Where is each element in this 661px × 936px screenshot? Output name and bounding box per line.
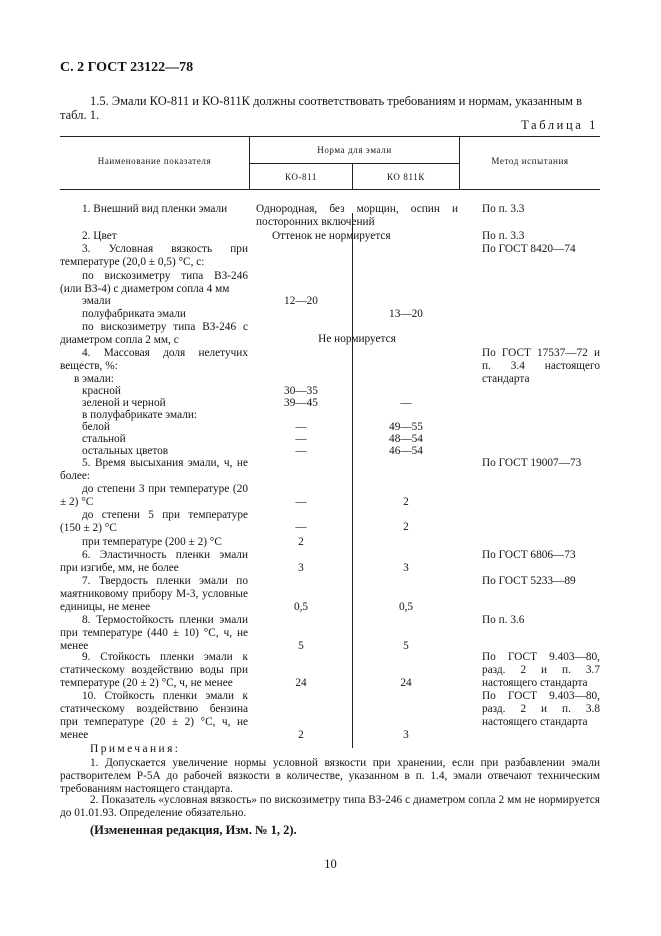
row-3-indicator: 3. Условная вязкость при температуре (20,0 ± 0,5) °С, с: (60, 243, 248, 268)
row-4a-indicator: в эмали: (74, 373, 114, 385)
header-indicator: Наименование показателя (97, 156, 212, 166)
row-6-indicator: 6. Эластичность пленки эмали при изгибе, мм, не более (60, 549, 248, 574)
row-6-method: По ГОСТ 6806—73 (482, 549, 576, 561)
header-method: Метод испытания (491, 156, 569, 166)
row-5b-ko811: — (295, 521, 307, 533)
row-4e-ko811k: 49—55 (389, 421, 423, 433)
header-ko811: КО-811 (284, 172, 318, 182)
row-4-indicator: 4. Массовая доля нелетучих веществ, %: (60, 347, 248, 372)
table-label: Таблица 1 (521, 118, 598, 132)
row-10-indicator: 10. Стойкость пленки эмали к статическому воздействию бензина при температуре (20 ± 2) °С, ч, не менее (60, 690, 248, 741)
row-3c-ko811k: 13—20 (389, 308, 423, 320)
row-1-norm: Однородная, без морщин, оспин и посторонних включений (256, 203, 458, 228)
row-5c-indicator: при температуре (200 ± 2) °С (82, 536, 222, 548)
note-2: 2. Показатель «условная вязкость» по вискозиметру типа ВЗ-246 с диаметром сопла 2 мм не нормируется до 01.01.93. Определение обязательно. (60, 794, 600, 819)
row-7-ko811: 0,5 (293, 601, 309, 613)
row-1-indicator: 1. Внешний вид пленки эмали (82, 203, 228, 215)
column-divider-2-body (352, 213, 353, 748)
table-header-bottom-border (60, 189, 600, 190)
row-5b-ko811k: 2 (403, 521, 409, 533)
row-4b-indicator: красной (82, 385, 121, 397)
row-7-indicator: 7. Твердость пленки эмали по маятниковому прибору М-3, условные единицы, не менее (60, 575, 248, 613)
row-5-method: По ГОСТ 19007—73 (482, 457, 582, 469)
row-4g-ko811k: 46—54 (389, 445, 423, 457)
amendment-note: (Измененная редакция, Изм. № 1, 2). (90, 823, 297, 837)
row-4c-ko811: 39—45 (284, 397, 318, 409)
note-1: 1. Допускается увеличение нормы условной вязкости при хранении, если при разбавлении эмали растворителем Р-5А до рабочей вязкости в количестве, указанном в п. 1.4, эмали отвечают техническим требованиям настоящего стандарта. (60, 757, 600, 795)
page-number: 10 (324, 857, 337, 871)
row-7-ko811k: 0,5 (398, 601, 414, 613)
row-9-indicator: 9. Стойкость пленки эмали к статическому воздействию воды при температуре (20 ± 2) °С, ч, не менее (60, 651, 248, 689)
row-4f-ko811: — (295, 433, 307, 445)
header-ko811k: КО 811К (387, 172, 425, 182)
row-4b-ko811: 30—35 (284, 385, 318, 397)
row-9-method: По ГОСТ 9.403—80, разд. 2 и п. 3.7 настоящего стандарта (482, 651, 600, 689)
row-5c-ko811: 2 (298, 536, 304, 548)
page-header: С. 2 ГОСТ 23122—78 (60, 60, 194, 75)
row-5a-ko811k: 2 (403, 496, 409, 508)
row-3d-norm: Не нормируется (318, 333, 396, 345)
row-3c-indicator: полуфабриката эмали (82, 308, 186, 320)
header-norm: Норма для эмали (317, 145, 392, 155)
row-2-norm: Оттенок не нормируется (272, 230, 391, 242)
row-1-method: По п. 3.3 (482, 203, 525, 215)
row-6-ko811k: 3 (403, 562, 409, 574)
row-4e-indicator: белой (82, 421, 110, 433)
row-7-method: По ГОСТ 5233—89 (482, 575, 576, 587)
row-8-ko811: 5 (298, 640, 304, 652)
row-3b-indicator: эмали (82, 295, 111, 307)
row-5b-indicator: до степени 5 при температуре (150 ± 2) °С (60, 509, 248, 534)
intro-line-1: 1.5. Эмали КО-811 и КО-811К должны соответствовать требованиям и нормам, указанным в (90, 94, 582, 108)
intro-line-2: табл. 1. (60, 108, 100, 122)
row-4g-ko811: — (295, 445, 307, 457)
row-10-ko811: 2 (298, 729, 304, 741)
row-3-method: По ГОСТ 8420—74 (482, 243, 576, 255)
row-3b-ko811: 12—20 (284, 295, 318, 307)
row-6-ko811: 3 (298, 562, 304, 574)
row-4d-indicator: в полуфабрикате эмали: (82, 409, 198, 421)
notes-heading: Примечания: (90, 743, 181, 755)
row-5a-ko811: — (295, 496, 307, 508)
row-2-method: По п. 3.3 (482, 230, 525, 242)
row-10-method: По ГОСТ 9.403—80, разд. 2 и п. 3.8 настоящего стандарта (482, 690, 600, 728)
row-3d-indicator: по вискозиметру типа ВЗ-246 с диаметром сопла 2 мм, с (60, 321, 248, 346)
row-10-ko811k: 3 (403, 729, 409, 741)
row-9-ko811k: 24 (400, 677, 412, 689)
row-4f-indicator: стальной (82, 433, 126, 445)
row-4c-indicator: зеленой и черной (82, 397, 166, 409)
row-2-indicator: 2. Цвет (82, 230, 117, 242)
row-8-ko811k: 5 (403, 640, 409, 652)
row-5-indicator: 5. Время высыхания эмали, ч, не более: (60, 457, 248, 482)
row-9-ko811: 24 (295, 677, 307, 689)
row-4-method: По ГОСТ 17537—72 и п. 3.4 настоящего стандарта (482, 347, 600, 385)
row-4g-indicator: остальных цветов (82, 445, 169, 457)
row-4f-ko811k: 48—54 (389, 433, 423, 445)
row-8-method: По п. 3.6 (482, 614, 525, 626)
row-5a-indicator: до степени 3 при температуре (20 ± 2) °С (60, 483, 248, 508)
row-8-indicator: 8. Термостойкость пленки эмали при температуре (440 ± 10) °С, ч, не менее (60, 614, 248, 652)
row-3a-indicator: по вискозиметру типа ВЗ-246 (или ВЗ-4) с диаметром сопла 4 мм (60, 270, 248, 295)
table-top-border (60, 136, 600, 137)
norm-subheader-divider (250, 163, 460, 164)
row-4c-ko811k: — (400, 397, 412, 409)
row-4e-ko811: — (295, 421, 307, 433)
